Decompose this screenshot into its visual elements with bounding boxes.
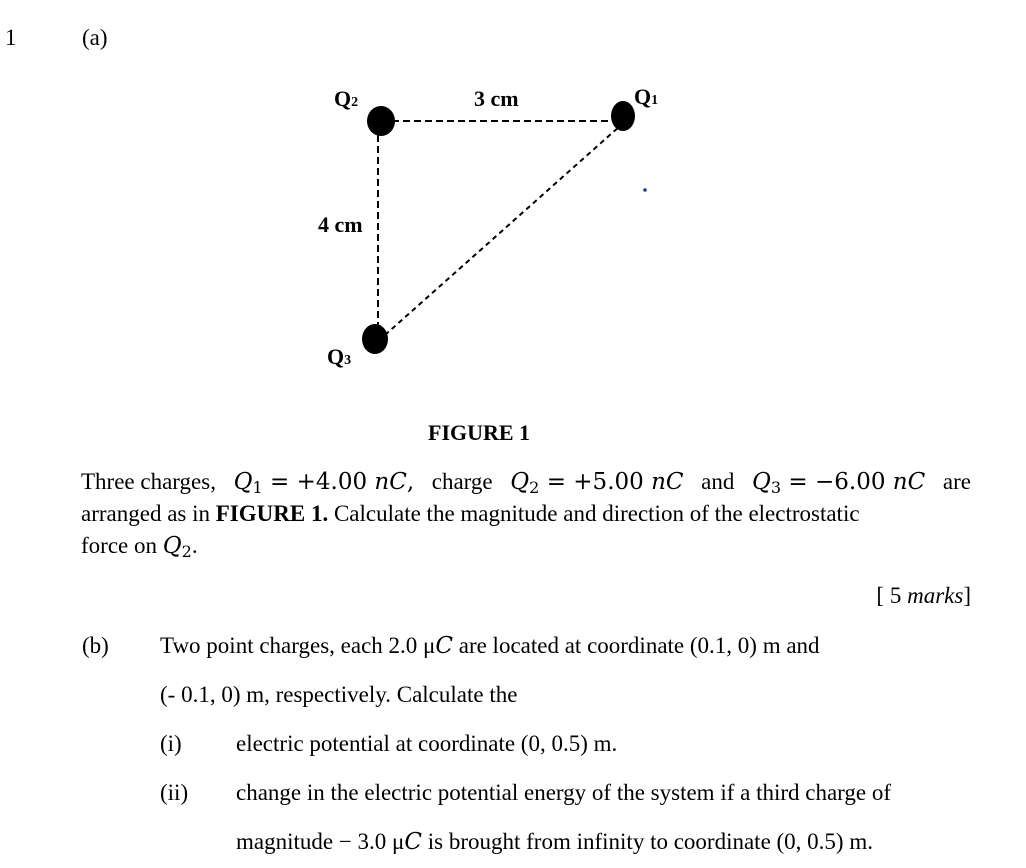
part-b-label: (b) [82, 633, 109, 658]
charge-q1-dot [611, 101, 635, 131]
part-a-question-text: Three charges, $Q_1 = +4.00$ nC, charge $Q_2 = +5.00$ nC and $Q_3 = -6.00$ nC are arranged as in FIGURE 1. Calculate the magnitude and direction of the electrostatic force on $Q_2$. [81, 469, 971, 561]
part-b-line1: Two point charges, each 2.0 μC are located at coordinate (0.1, 0) m and [160, 633, 820, 659]
sub-part-i-label: (i) [160, 731, 182, 756]
q3-label: Q3 [327, 344, 352, 369]
distance-3cm-label: 3 cm [474, 86, 519, 111]
marks-label: [ 5 marks] [876, 583, 971, 608]
stray-dot [643, 188, 647, 192]
charge-q3-dot [362, 324, 388, 354]
q3-q1-dashed-line [385, 126, 620, 335]
figure-1-diagram [0, 0, 1026, 420]
question-number: 1 [5, 25, 17, 50]
q2-label: Q2 [334, 86, 359, 111]
q1-label: Q1 [634, 84, 659, 109]
sub-part-ii-line1: change in the electric potential energy of the system if a third charge of [236, 780, 892, 805]
part-b-line2: (- 0.1, 0) m, respectively. Calculate the [160, 682, 518, 707]
sub-part-ii-line2: magnitude − 3.0 μC is brought from infinity to coordinate (0, 0.5) m. [236, 829, 873, 855]
figure-caption: FIGURE 1 [428, 420, 531, 445]
sub-part-i-text: electric potential at coordinate (0, 0.5) m. [236, 731, 618, 756]
sub-part-ii-label: (ii) [160, 780, 189, 805]
charge-q2-dot [367, 106, 395, 136]
part-a-label: (a) [82, 25, 108, 50]
distance-4cm-label: 4 cm [318, 212, 363, 237]
